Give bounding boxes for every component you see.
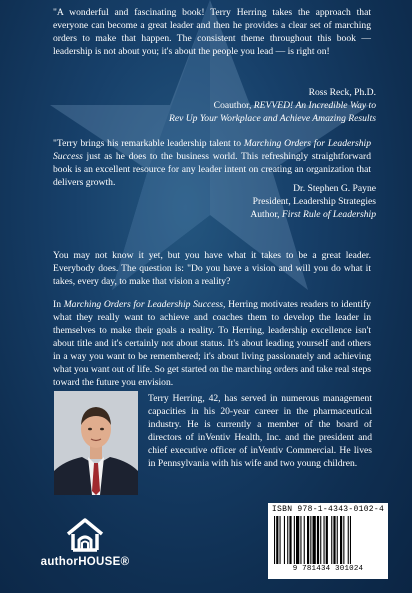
blurb-p2-title: Marching Orders for Leadership Success,: [63, 299, 226, 310]
review-role-1b: [76, 112, 376, 125]
barcode-stripe: [313, 516, 316, 564]
review-author-2: Dr. Stephen G. Payne: [293, 183, 376, 194]
barcode-stripe: [310, 516, 311, 564]
barcode-stripe: [304, 516, 305, 564]
barcode-stripe: [294, 516, 295, 564]
review-book-title-1: REVVED! An Incredible Way to: [253, 100, 376, 111]
review-book-title-1b: Rev Up Your Workplace and Achieve Amazing Results: [168, 113, 376, 124]
barcode-digits: 9 781434 301024: [292, 565, 364, 573]
barcode: [268, 503, 388, 579]
publisher-name: authorHOUSE®: [40, 556, 130, 568]
review-quote-2-text-a: "Terry brings his remarkable leadership talent to: [53, 138, 244, 149]
blurb-paragraph-1: You may not know it yet, but you have what it takes to be a great leader. Everybody does. The question is: "Do you have a vision and will you do what it takes, every day, to make that vision a reality?: [53, 250, 371, 287]
barcode-stripe: [331, 516, 332, 564]
barcode-stripe: [300, 516, 301, 564]
barcode-bars: [274, 516, 382, 564]
barcode-stripe: [348, 516, 349, 564]
review-author-prefix-2: Author,: [250, 209, 282, 220]
review-book-title-2: First Rule of Leadership: [281, 209, 376, 220]
barcode-stripe: [307, 516, 309, 564]
review-quote-2-title: Marching Orders for Leadership Success: [53, 138, 371, 162]
barcode-stripe: [333, 516, 335, 564]
author-bio: Terry Herring, 42, has served in numerous management capacities in his 20-year career in the pharmaceutical industry. He is currently a member of the board of directors of inVentiv Health, Inc. and the president and chief executive officer of inVentiv Commercial. He lives in Pennsylvania with his wife and two young children.: [148, 393, 372, 469]
barcode-stripe: [324, 516, 325, 564]
review-role-1: [76, 99, 376, 112]
barcode-stripe: [320, 516, 321, 564]
barcode-stripe: [284, 516, 285, 564]
barcode-stripe: [296, 516, 299, 564]
authorhouse-logo-icon: [30, 512, 140, 556]
blurb-p2-rest: Herring motivates readers to identify what they really want to achieve and coaches them to develop the leader in themselves to make their goals a reality. To Herring, leadership excellence isn't about title and it's certainly not about status. It's about leading yourself and others in a way you want to be remembered; it's about living passionately and achieving what you want out of life. So get started on the marching orders and take real steps toward the future you envision.: [53, 299, 371, 388]
barcode-stripe: [343, 516, 344, 564]
isbn-label: ISBN 978-1-4343-0102-4: [271, 505, 385, 514]
review-attribution-1: [76, 86, 376, 125]
barcode-stripe: [280, 516, 281, 564]
barcode-stripe: [274, 516, 275, 564]
review-role-prefix-1: Coauthor,: [213, 100, 254, 111]
author-photo: [54, 391, 138, 495]
publisher-logo: [30, 512, 150, 582]
barcode-stripe: [326, 516, 328, 564]
blurb-paragraph-2: [53, 298, 371, 389]
review-author-line-2: [76, 208, 376, 221]
barcode-stripe: [317, 516, 319, 564]
barcode-stripe: [337, 516, 338, 564]
review-role-2: President, Leadership Strategies: [252, 196, 376, 207]
blurb-p2-prefix: In: [53, 299, 64, 310]
barcode-stripe: [350, 516, 351, 564]
review-quote-1: [53, 6, 371, 58]
review-quote-2-text-b: just as he does to the business world. This refreshingly straightforward book is an excellent resource for any leader intent on creating an organization that delivers growth.: [53, 151, 371, 188]
barcode-stripe: [289, 516, 291, 564]
barcode-stripe: [287, 516, 288, 564]
review-attribution-2: [76, 182, 376, 221]
barcode-stripe: [276, 516, 278, 564]
review-quote-1-text: "A wonderful and fascinating book! Terry Herring takes the approach that everyone can become a great leader and then he provides a clear set of marching orders to make that happen. The consistent theme throughout this book — leadership is not about you; it's about the people you lead — is right on!: [53, 7, 371, 57]
barcode-stripe: [340, 516, 342, 564]
review-author-1: Ross Reck, Ph.D.: [308, 87, 376, 98]
